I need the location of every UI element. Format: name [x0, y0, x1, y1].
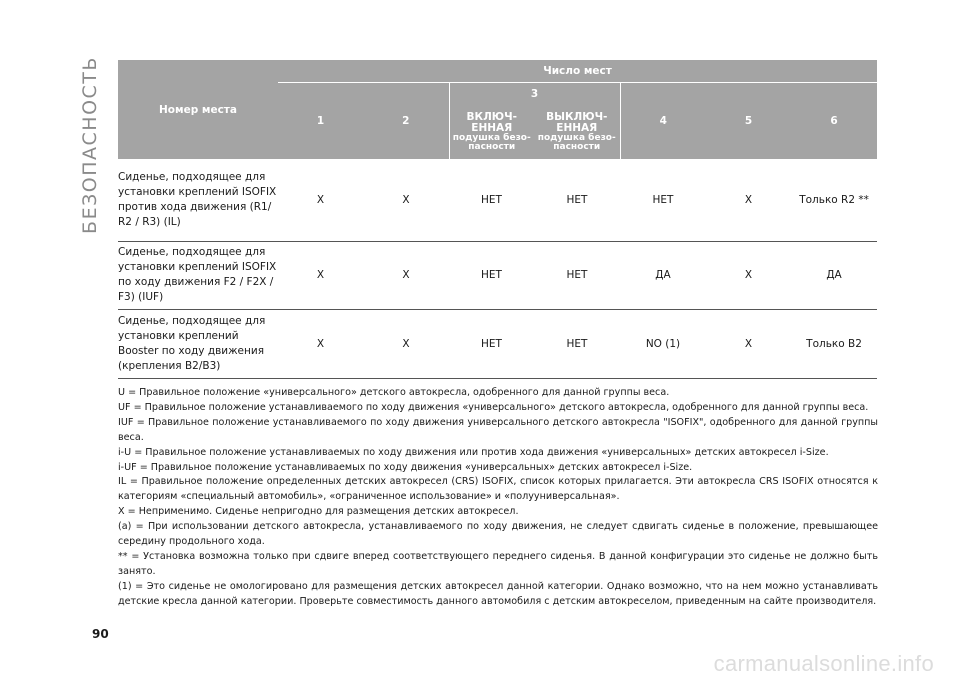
header-col-5: 5	[706, 83, 791, 160]
cell-seat-6: ДА	[791, 241, 877, 309]
cell-seat-3-airbag-off: НЕТ	[534, 309, 620, 378]
note-double-asterisk: ** = Установка возможна только при сдвиге вперед соответствующего переднего сиденья. В данной конфигурации это сиденье не должно быть занято.	[118, 550, 878, 577]
legend-notes	[118, 386, 878, 610]
header-col-3-airbag-off	[534, 105, 620, 159]
table-row	[118, 159, 877, 241]
note-x: X = Неприменимо. Сиденье непригодно для размещения детских автокресел.	[118, 506, 519, 518]
row-description: Сиденье, подходящее для установки креплений ISOFIX по ходу движения F2 / F2X / F3) (IUF)	[118, 241, 278, 309]
cell-seat-3-airbag-off: НЕТ	[534, 159, 620, 241]
cell-seat-4: NO (1)	[620, 309, 706, 378]
cell-seat-3-airbag-on: НЕТ	[449, 159, 534, 241]
row-description: Сиденье, подходящее для установки креплений ISOFIX против хода движения (R1/ R2 / R3) (IL)	[118, 159, 278, 241]
header-col-3: 3	[449, 83, 620, 106]
note-i-u: i-U = Правильное положение устанавливаемых по ходу движения или против хода движения «универсальных» детских автокресел i-Size.	[118, 446, 829, 458]
note-u: U = Правильное положение «универсального» детского автокресла, одобренного для данной группы веса.	[118, 387, 670, 398]
airbag-off-label: ВЫКЛЮЧ-ЕННАЯ	[546, 111, 608, 134]
row-description: Сиденье, подходящее для установки креплений Booster по ходу движения (крепления B2/B3)	[118, 309, 278, 378]
cell-seat-4: ДА	[620, 241, 706, 309]
table-row	[118, 309, 877, 378]
cell-seat-4: НЕТ	[620, 159, 706, 241]
watermark: carmanualsonline.info	[713, 651, 934, 676]
note-i-uf: i-UF = Правильное положение устанавливаемых по ходу движения «универсальных» детских автокресел i-Size.	[118, 461, 693, 473]
header-col-6: 6	[791, 83, 877, 160]
header-col-2: 2	[363, 83, 449, 160]
note-1: (1) = Это сиденье не омологировано для размещения детских автокресел данной категории. Однако возможно, что на нем можно устанавливать детские кресла данной категории. Проверьте совместимость данного автомобиля с детским автокреселом, приведенным на сайте производителя.	[118, 580, 878, 607]
note-il: IL = Правильное положение определенных детских автокресел (CRS) ISOFIX, список которых прилагается. Эти автокресла CRS ISOFIX относятся к категориям «специальный автомобиль», «ограниченное использование» и «полууниверсальная».	[118, 476, 878, 503]
page-number: 90	[92, 627, 109, 641]
cell-seat-3-airbag-on: НЕТ	[449, 309, 534, 378]
note-iuf: IUF = Правильное положение устанавливаемого по ходу движения универсального детского автокресла "ISOFIX", одобренного для данной группы веса.	[118, 416, 878, 443]
note-a: (a) = При использовании детского автокресла, устанавливаемого по ходу движения, не следует сдвигать сиденье в положение, превышающее середину продольного хода.	[118, 521, 878, 548]
cell-seat-5: X	[706, 241, 791, 309]
section-title	[70, 30, 110, 260]
cell-seat-6: Только B2	[791, 309, 877, 378]
cell-seat-1: X	[278, 309, 363, 378]
cell-seat-1: X	[278, 241, 363, 309]
header-col-1: 1	[278, 83, 363, 160]
cell-seat-3-airbag-off: НЕТ	[534, 241, 620, 309]
note-uf: UF = Правильное положение устанавливаемого по ходу движения «универсального» детского автокресла, одобренного для данной группы веса.	[118, 401, 869, 413]
airbag-on-sublabel: подушка безо-пасности	[452, 133, 531, 152]
cell-seat-3-airbag-on: НЕТ	[449, 241, 534, 309]
cell-seat-6: Только R2 **	[791, 159, 877, 241]
header-col-4: 4	[620, 83, 706, 160]
cell-seat-5: X	[706, 159, 791, 241]
cell-seat-2: X	[363, 309, 449, 378]
header-seats-count: Число мест	[278, 60, 877, 83]
seat-compatibility-table	[118, 60, 877, 379]
header-seat-number: Номер места	[118, 60, 278, 159]
airbag-off-sublabel: подушка безо-пасности	[537, 133, 616, 152]
cell-seat-2: X	[363, 159, 449, 241]
table-row	[118, 241, 877, 309]
cell-seat-1: X	[278, 159, 363, 241]
section-title-text: БЕЗОПАСНОСТЬ	[79, 56, 102, 234]
header-col-3-airbag-on	[449, 105, 534, 159]
cell-seat-2: X	[363, 241, 449, 309]
cell-seat-5: X	[706, 309, 791, 378]
airbag-on-label: ВКЛЮЧ-ЕННАЯ	[466, 111, 517, 134]
